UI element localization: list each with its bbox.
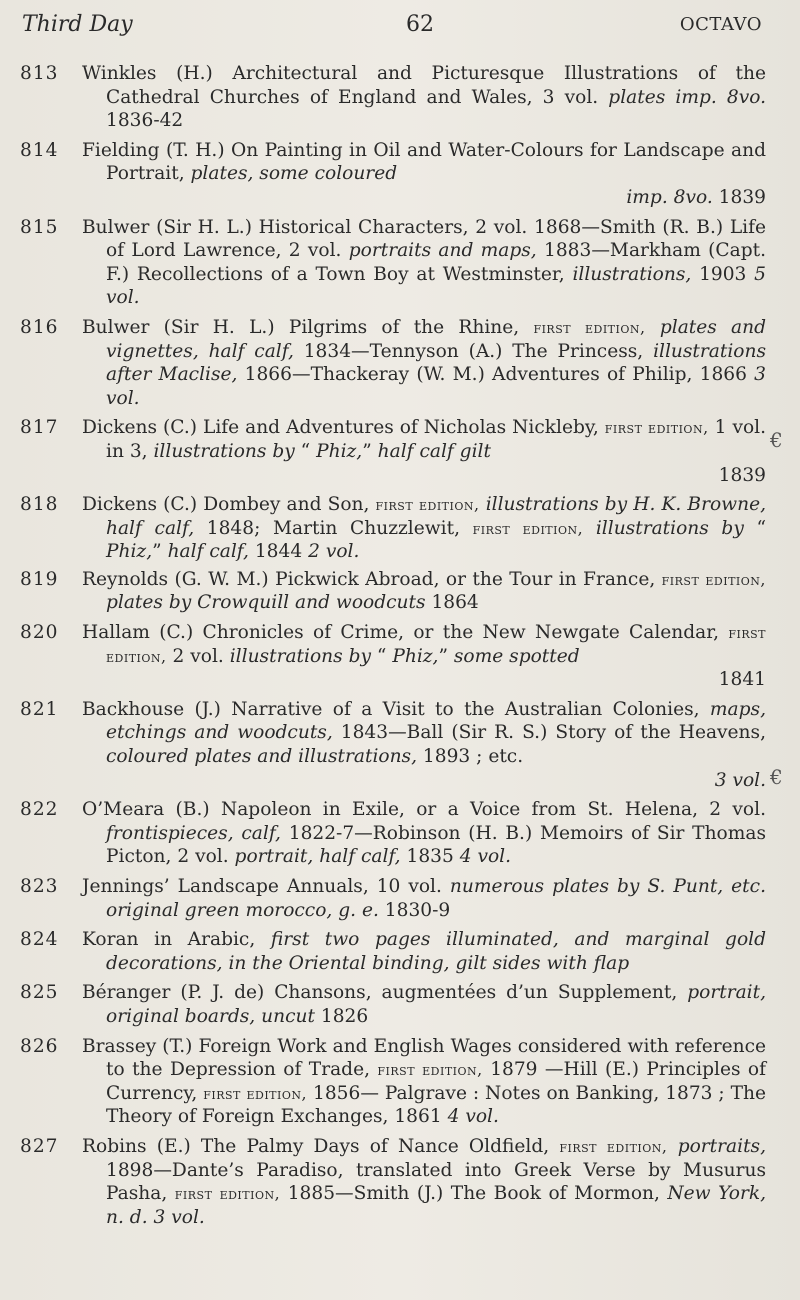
lot-tail [106, 769, 766, 793]
edition-note: first edition, [661, 569, 766, 589]
italic-note: maps, etchings and woodcuts, [106, 698, 766, 744]
lot-number: 820 [20, 622, 59, 644]
text-run: 1834—Tennyson (A.) The Princess, [293, 340, 654, 362]
lot-description [82, 416, 766, 487]
italic-note: coloured plates and illustrations, [106, 746, 418, 768]
italic-note: portrait, original boards, uncut [106, 982, 766, 1027]
lot-number: 817 [20, 417, 59, 439]
lot-number: 814 [20, 139, 59, 161]
text-run: “ [743, 517, 766, 539]
lot-description [82, 798, 766, 869]
italic-note: illustrations after Maclise, [106, 340, 766, 386]
lot-description [82, 493, 766, 564]
italic-note: plates, some coloured [190, 163, 398, 185]
edition-note: first edition, [203, 1083, 308, 1103]
italic-note: imp. 8vo. [626, 186, 713, 208]
lot-entry [20, 875, 766, 922]
italic-note: 4 vol. [447, 1106, 499, 1128]
text-run: ” [362, 440, 378, 462]
edition-note: first edition, [377, 1060, 483, 1080]
lot-number: 813 [20, 63, 59, 84]
italic-note: Phiz, [392, 645, 439, 667]
lot-entry [20, 621, 766, 692]
italic-note: illustrations by H. K. Browne, half calf, [106, 494, 766, 539]
text-run: Bulwer (Sir H. L.) Pilgrims of the Rhine, [82, 316, 534, 338]
italic-note: some spotted [453, 645, 580, 667]
italic-note: illustrations, [572, 263, 692, 285]
text-run: 1848; Martin Chuzzlewit, [194, 517, 473, 539]
text-run: 1879 —Hill (E.) Principles of Currency, [106, 1059, 766, 1104]
italic-note: half calf gilt [377, 440, 491, 462]
text-run: 1885—Smith (J.) The Book of Mormon, [280, 1183, 668, 1205]
italic-note: Phiz, [106, 541, 153, 563]
lot-description [82, 698, 766, 792]
text-run: Dickens (C.) Dombey and Son, [82, 494, 376, 516]
lot-entry [20, 798, 766, 869]
lot-description [82, 62, 766, 133]
text-run: Robins (E.) The Palmy Days of Nance Oldfield, [82, 1135, 560, 1157]
edition-note: first edition, [106, 623, 766, 666]
lot-description [82, 139, 766, 210]
text-run: ” [152, 541, 168, 563]
lot-tail [106, 668, 766, 692]
text-run: 1883—Markham (Capt. F.) Recollections of a Town Boy at Westminster, [106, 240, 767, 285]
page-header [22, 8, 762, 44]
lot-entry [20, 698, 766, 792]
text-run: Hallam (C.) Chronicles of Crime, or the New Newgate Calendar, [82, 622, 729, 644]
lot-description [82, 875, 766, 922]
lot-entry [20, 416, 766, 487]
text-run: 1843—Ball (Sir R. S.) Story of the Heavens, [332, 722, 766, 744]
text-run [665, 87, 675, 108]
format-heading: OCTAVO [679, 14, 762, 35]
lot-number: 824 [20, 929, 59, 951]
lot-description [82, 216, 766, 310]
text-run: 1830-9 [378, 899, 451, 921]
lot-number: 827 [20, 1135, 59, 1157]
day-heading: Third Day [22, 12, 133, 37]
italic-note: frontispieces, calf, [106, 822, 281, 844]
lot-entry [20, 928, 766, 975]
text-run: Brassey (T.) Foreign Work and English Wages considered with reference to the Depression of Trade, [82, 1035, 766, 1081]
text-run: 1844 [248, 541, 309, 563]
italic-note: portrait, half calf, [234, 846, 401, 868]
text-run: Backhouse (J.) Narrative of a Visit to the Australian Colonies, [82, 698, 710, 720]
lot-description [82, 568, 766, 615]
margin-mark: € [770, 765, 783, 789]
italic-note: imp. 8vo. [675, 86, 766, 108]
italic-note: plates and vignettes, half calf, [106, 316, 766, 362]
text-run: Jennings’ Landscape Annuals, 10 vol. [82, 876, 450, 897]
lot-entry [20, 216, 766, 310]
italic-note: 2 vol. [308, 541, 360, 563]
lot-entry [20, 981, 766, 1028]
italic-note: portraits and maps, [348, 240, 537, 262]
italic-note: New York, n. d. [106, 1183, 767, 1228]
page-number: 62 [406, 12, 434, 37]
lot-description [82, 1135, 766, 1229]
text-run [583, 518, 596, 539]
text-run: 1835 [400, 846, 460, 868]
lot-entry [20, 1135, 766, 1229]
lot-tail [106, 464, 766, 488]
lot-number: 816 [20, 316, 59, 338]
text-run: ” [438, 645, 454, 667]
italic-note: numerous plates by S. Punt, etc. original green morocco, g. e. [106, 876, 766, 921]
text-run: Béranger (P. J. de) Chansons, augmentées d’un Supplement, [82, 982, 688, 1004]
lot-number: 821 [20, 698, 59, 720]
text-run: 1826 [314, 1005, 369, 1027]
text-run [668, 1136, 678, 1157]
lot-number: 815 [20, 216, 59, 238]
italic-note: 3 vol. [714, 769, 766, 791]
italic-note: 3 vol. [106, 364, 766, 409]
italic-note: illustrations by [229, 645, 371, 667]
text-run [646, 317, 660, 338]
italic-note: half calf, [167, 541, 249, 563]
text-run: Fielding (T. H.) On Painting in Oil and Water-Colours for Landscape and Portrait, [82, 139, 766, 185]
text-run: Koran in Arabic, [82, 929, 271, 951]
text-run: “ [294, 440, 317, 462]
edition-note: first edition, [604, 418, 709, 438]
italic-note: plates by Crowquill and woodcuts [106, 592, 426, 614]
text-run: 1841 [718, 669, 766, 691]
edition-note: first edition, [472, 518, 584, 538]
lot-entry [20, 316, 766, 410]
edition-note: first edition, [375, 495, 480, 515]
lot-number: 823 [20, 876, 59, 897]
text-run: 1856— Palgrave : Notes on Banking, 1873 ; The Theory of Foreign Exchanges, 1861 [106, 1082, 767, 1128]
text-run: Winkles (H.) Architectural and Picturesque Illustrations of the Cathedral Churches of England and Wales, 3 vol. [82, 63, 766, 108]
italic-note: 5 vol. [106, 263, 766, 309]
italic-note: Phiz, [316, 440, 363, 462]
text-run: 1839 [718, 464, 766, 486]
text-run: 1 vol. in 3, [106, 417, 766, 462]
lot-entry [20, 1035, 766, 1129]
italic-note: 3 vol. [153, 1206, 205, 1228]
lot-description [82, 316, 766, 410]
text-run: 1839 [712, 186, 766, 208]
italic-note: plates [608, 86, 666, 108]
text-run: 1822-7—Robinson (H. B.) Memoirs of Sir Thomas Picton, 2 vol. [106, 822, 767, 868]
italic-note: 4 vol. [459, 846, 512, 868]
lot-list [20, 56, 766, 1229]
lot-entry [20, 493, 766, 564]
lot-entry [20, 139, 766, 210]
lot-description [82, 928, 766, 975]
lot-number: 818 [20, 494, 59, 516]
italic-note: illustrations by [595, 517, 744, 539]
text-run: “ [371, 645, 393, 667]
lot-number: 826 [20, 1035, 59, 1057]
text-run: Bulwer (Sir H. L.) Historical Characters, 2 vol. 1868—Smith (R. B.) Life of Lord Lawrence, 2 vol. [82, 216, 766, 262]
italic-note: portraits, [677, 1135, 766, 1157]
text-run: 1836-42 [106, 110, 184, 132]
lot-number: 819 [20, 568, 59, 590]
text-run: 1903 [691, 263, 755, 285]
text-run: Dickens (C.) Life and Adventures of Nicholas Nickleby, [82, 417, 605, 439]
edition-note: first edition, [533, 317, 646, 337]
text-run: 1893 ; etc. [417, 746, 524, 768]
italic-note: illustrations by [153, 440, 295, 462]
italic-note: first two pages illuminated, and marginal gold decorations, in the Oriental binding, gilt sides with flap [106, 929, 766, 974]
text-run: 1866—Thackeray (W. M.) Adventures of Philip, 1866 [237, 364, 755, 386]
lot-entry [20, 568, 766, 615]
lot-tail [106, 186, 766, 210]
text-run: Reynolds (G. W. M.) Pickwick Abroad, or the Tour in France, [82, 568, 662, 590]
lot-description [82, 1035, 766, 1129]
text-run: 1864 [425, 592, 479, 614]
margin-mark: € [770, 428, 783, 452]
edition-note: first edition, [174, 1184, 281, 1204]
edition-note: first edition, [559, 1136, 668, 1156]
lot-number: 825 [20, 982, 59, 1004]
lot-entry [20, 62, 766, 133]
text-run: 2 vol. [166, 645, 230, 667]
lot-number: 822 [20, 799, 59, 821]
lot-description [82, 621, 766, 692]
text-run: 1898—Dante’s Paradiso, translated into Greek Verse by Musurus Pasha, [106, 1159, 766, 1205]
text-run: O’Meara (B.) Napoleon in Exile, or a Voice from St. Helena, 2 vol. [82, 799, 766, 821]
lot-description [82, 981, 766, 1028]
